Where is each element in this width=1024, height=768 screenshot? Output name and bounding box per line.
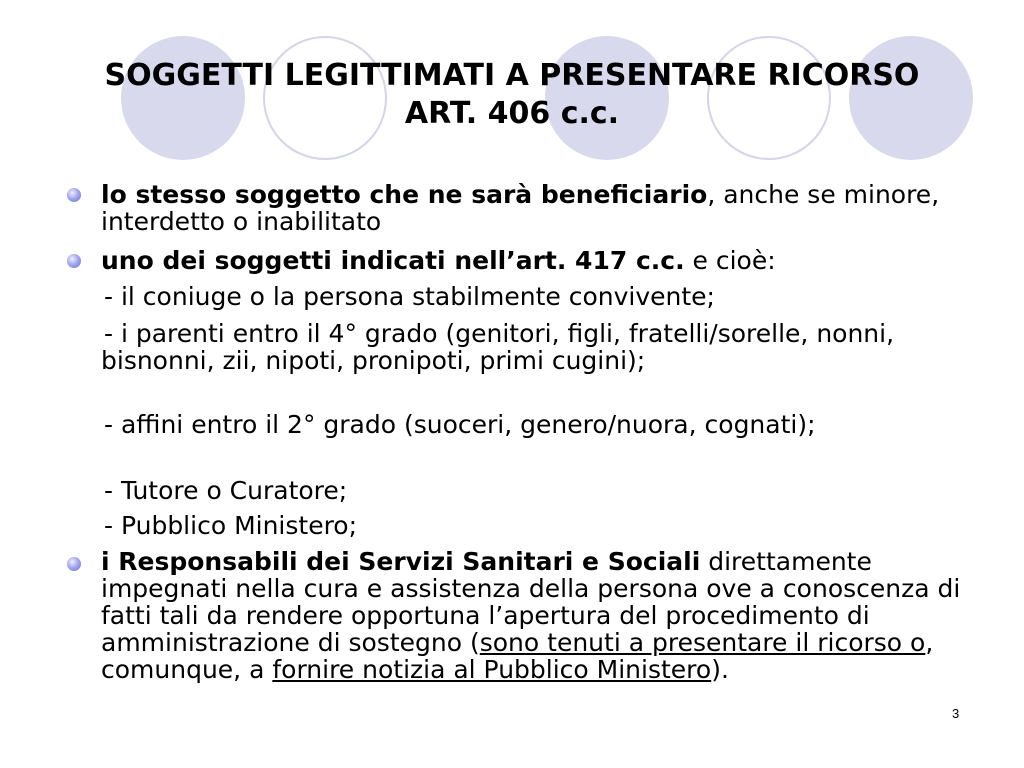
sub-item-affini: - affini entro il 2° grado (suoceri, genero/nuora, cognati); (104, 410, 816, 439)
sub-item-parenti: - i parenti entro il 4° grado (genitori, figli, fratelli/sorelle, nonni, bisnonni, zii, nipoti, pronipoti, primi cugini); (101, 319, 895, 375)
bullet-icon (67, 557, 81, 571)
bullet-item-responsabili (101, 548, 971, 683)
bullet-icon (67, 188, 81, 202)
bullet-icon (67, 254, 81, 268)
title-line-1: SOGGETTI LEGITTIMATI A PRESENTARE RICORSO (104, 58, 920, 93)
bullet-2-text: e cioè: (684, 246, 776, 275)
sub-item-tutore: - Tutore o Curatore; (104, 476, 348, 505)
sub-item-pm: - Pubblico Ministero; (104, 511, 358, 540)
bullet-3-underline-2: fornire notizia al Pubblico Ministero (272, 655, 712, 684)
sub-item-coniuge: - il coniuge o la persona stabilmente convivente; (104, 282, 715, 311)
bullet-1-bold: lo stesso soggetto che ne sarà beneficiario (101, 180, 708, 209)
bullet-3-text-1: direttamente impegnati nella cura e assistenza della persona ove a conoscenza di fatti tali da rendere opportuna l’apertura del procedimento di amministrazione di sostegno ( (101, 547, 961, 657)
bullet-3-text-2: , comunque, a (101, 628, 934, 684)
bullet-item-beneficiario (101, 181, 971, 235)
title-line-2: ART. 406 c.c. (404, 96, 620, 131)
bullet-2-bold: uno dei soggetti indicati nell’art. 417 c.c. (101, 246, 685, 275)
bullet-1-text: , anche se minore, interdetto o inabilitato (101, 180, 940, 236)
slide-title (20, 57, 1004, 133)
bullet-3-underline-1: sono tenuti a presentare il ricorso o (479, 628, 926, 657)
bullet-item-art-417 (101, 247, 971, 274)
page-number: 3 (952, 706, 960, 721)
bullet-3-text-3: ). (711, 655, 729, 684)
bullet-3-bold: i Responsabili dei Servizi Sanitari e Sociali (101, 547, 701, 576)
